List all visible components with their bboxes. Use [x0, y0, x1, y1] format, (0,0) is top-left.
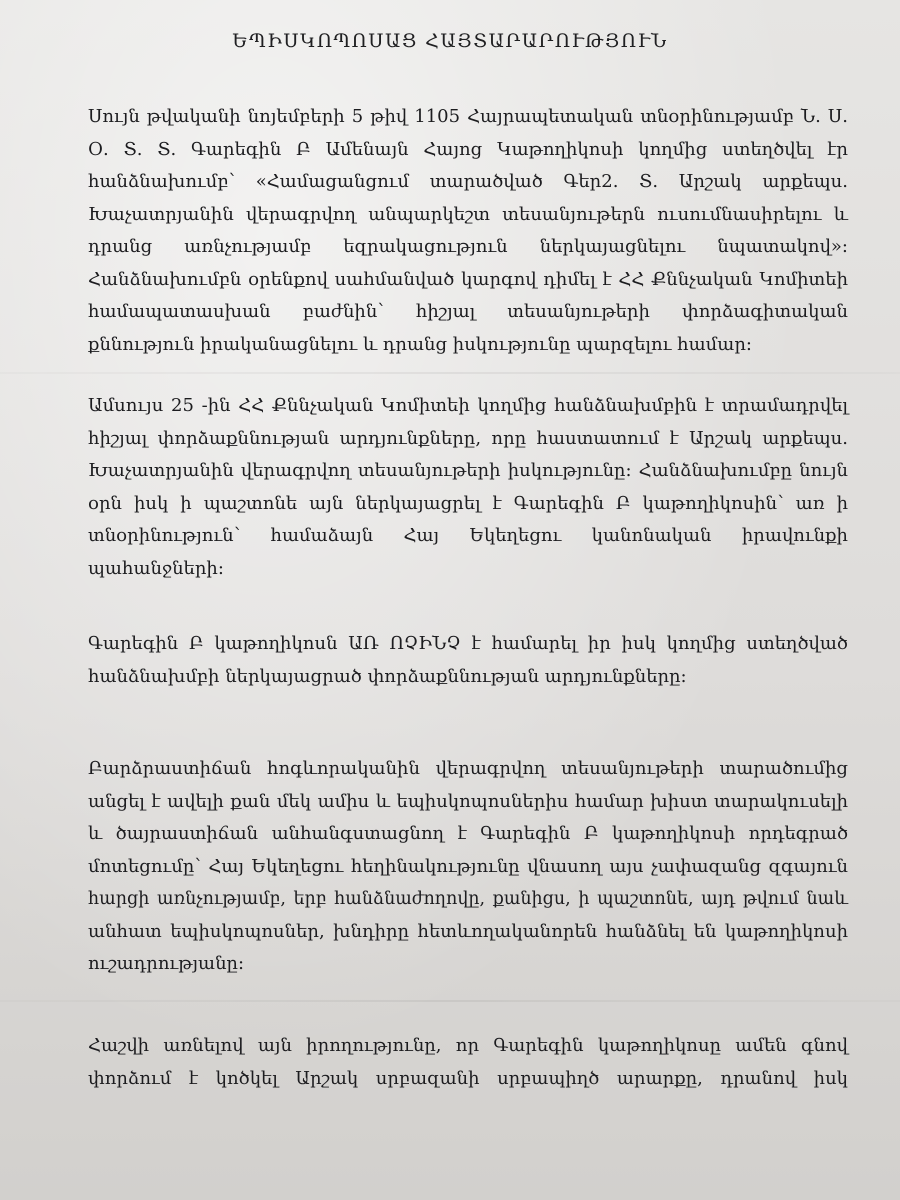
text-line: պահանջների: — [88, 557, 224, 579]
text-line: հանձնախումբ՝ «Համացանցում տարածված Գեր2. Տ. Արշակ արքեպս. — [88, 171, 848, 192]
paper-fold — [0, 372, 900, 374]
text-line: Հանձնախումբն օրենքով սահմանված կարգով դիմել է ՀՀ Քննչական Կոմիտեի — [88, 268, 848, 290]
text-line: Բարձրաստիճան հոգևորականին վերագրվող տեսանյութերի տարածումից — [88, 758, 848, 779]
text-line: Օ. Տ. Տ. Գարեգին Բ Ամենայն Հայոց Կաթողիկոսի կողմից ստեղծվել էր — [88, 138, 848, 160]
text-line: և ծայրաստիճան անհանգստացնող է Գարեգին Բ կաթողիկոսի որդեգրած — [88, 823, 848, 844]
text-line: համապատասխան բաժնին՝ հիշյալ տեսանյութերի փորձագիտական — [88, 301, 848, 322]
text-line: անցել է ավելի քան մեկ ամիս և եպիսկոպոսներիս համար խիստ տարակուսելի — [88, 790, 848, 812]
text-line: հիշյալ փորձաքննության արդյունքները, որը հաստատում է Արշակ արքեպս. — [88, 427, 848, 449]
text-line: քննություն իրականացնելու և դրանց իսկությունը պարզելու համար: — [88, 333, 752, 355]
text-line: դրանց առնչությամբ եզրակացություն ներկայացնելու նպատակով»: — [88, 236, 848, 257]
text-line: Սույն թվականի նոյեմբերի 5 թիվ 1105 Հայրապետական տնօրինությամբ Ն. Ս. — [88, 106, 848, 127]
text-line: տնօրինություն՝ համաձայն Հայ Եկեղեցու կանոնական իրավունքի — [88, 525, 848, 546]
text-line: Խաչատրյանին վերագրվող տեսանյութերի իսկությունը: Հանձնախումբը նույն — [88, 460, 848, 481]
paragraph-2 — [88, 390, 848, 585]
paragraph-3 — [88, 628, 848, 693]
document-title: ԵՊԻՍԿՈՊՈՍԱՑ ՀԱՅՏԱՐԱՐՈՒԹՅՈՒՆ — [232, 30, 668, 52]
text-line: օրն իսկ ի պաշտոնե այն ներկայացրել է Գարեգին Բ կաթողիկոսին՝ առ ի — [88, 492, 848, 514]
text-line: Խաչատրյանին վերագրվող անպարկեշտ տեսանյութերն ուսումնասիրելու և — [88, 203, 848, 225]
text-line: փորձում է կոծկել Արշակ սրբազանի սրբապիղծ արարքը, դրանով իսկ — [88, 1067, 848, 1089]
text-line: Հաշվի առնելով այն իրողությունը, որ Գարեգին կաթողիկոսը ամեն գնով — [88, 1035, 848, 1056]
paragraph-5 — [88, 1030, 848, 1095]
text-line: անհատ եպիսկոպոսներ, խնդիրը հետևողականորեն հանձնել են կաթողիկոսի — [88, 920, 848, 942]
text-line: ուշադրությանը: — [88, 953, 245, 974]
text-line: Գարեգին Բ կաթողիկոսն ԱՌ ՈՉԻՆՉ է համարել իր իսկ կողմից ստեղծված — [88, 633, 848, 654]
text-line: Ամսույս 25 -ին ՀՀ Քննչական Կոմիտեի կողմից հանձնախմբին է տրամադրվել — [88, 395, 848, 416]
text-line: հարցի առնչությամբ, երբ հանձնաժողովը, քանիցս, ի պաշտոնե, այդ թվում նաև — [88, 889, 848, 909]
text-line: մոտեցումը՝ Հայ Եկեղեցու հեղինակությունը վնասող այս չափազանց զգայուն — [88, 855, 848, 877]
paper-fold — [0, 1000, 900, 1002]
paragraph-1 — [88, 101, 848, 361]
paragraph-4 — [88, 753, 848, 981]
text-line: հանձնախմբի ներկայացրած փորձաքննության արդյունքները: — [88, 665, 687, 687]
